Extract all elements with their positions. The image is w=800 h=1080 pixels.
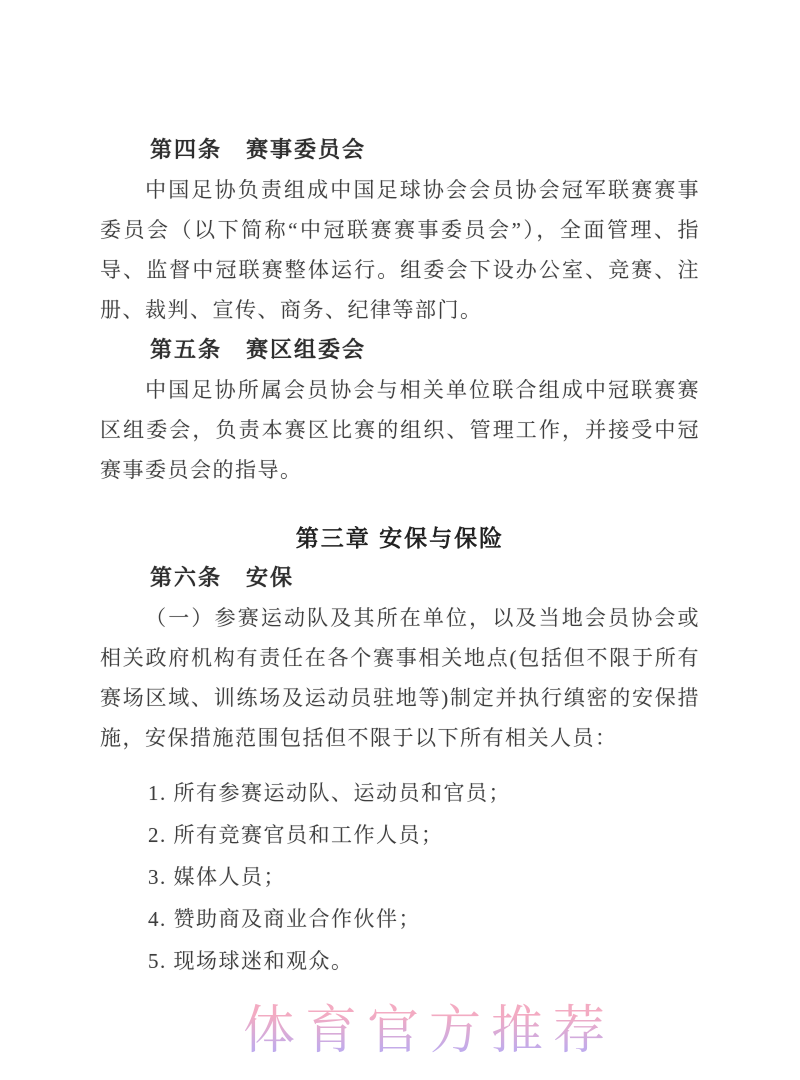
chapter-3-heading: 第三章 安保与保险 [295,525,505,551]
article-5-paragraph: 中国足协所属会员协会与相关单位联合组成中冠联赛赛区组委会，负责本赛区比赛的组织、管理工作，并接受中冠赛事委员会的指导。 [100,378,700,482]
article-6-intro-paragraph: （一）参赛运动队及其所在单位，以及当地会员协会或相关政府机构有责任在各个赛事相关地点(包括但不限于所有赛场区域、训练场及运动员驻地等)制定并执行缜密的安保措施，安保措施范围包括但不限于以下所有相关人员： [100,606,700,750]
watermark: 体育官方推荐 [243,1003,616,1060]
list-item: 2. 所有竞赛官员和工作人员； [148,823,444,847]
article-6-heading: 第六条 安保 [150,565,295,590]
list-item: 3. 媒体人员； [148,865,286,889]
article-4-heading: 第四条 赛事委员会 [150,137,367,162]
list-item: 1. 所有参赛运动队、运动员和官员； [148,781,511,805]
list-item: 4. 赞助商及商业合作伙伴； [148,907,421,931]
security-scope-list [100,772,700,982]
article-4-paragraph: 中国足协负责组成中国足球协会会员协会冠军联赛赛事委员会（以下简称“中冠联赛赛事委员会”），全面管理、指导、监督中冠联赛整体运行。组委会下设办公室、竞赛、注册、裁判、宣传、商务、纪律等部门。 [100,178,700,322]
list-item: 5. 现场球迷和观众。 [148,949,354,973]
article-5-heading: 第五条 赛区组委会 [150,337,367,362]
